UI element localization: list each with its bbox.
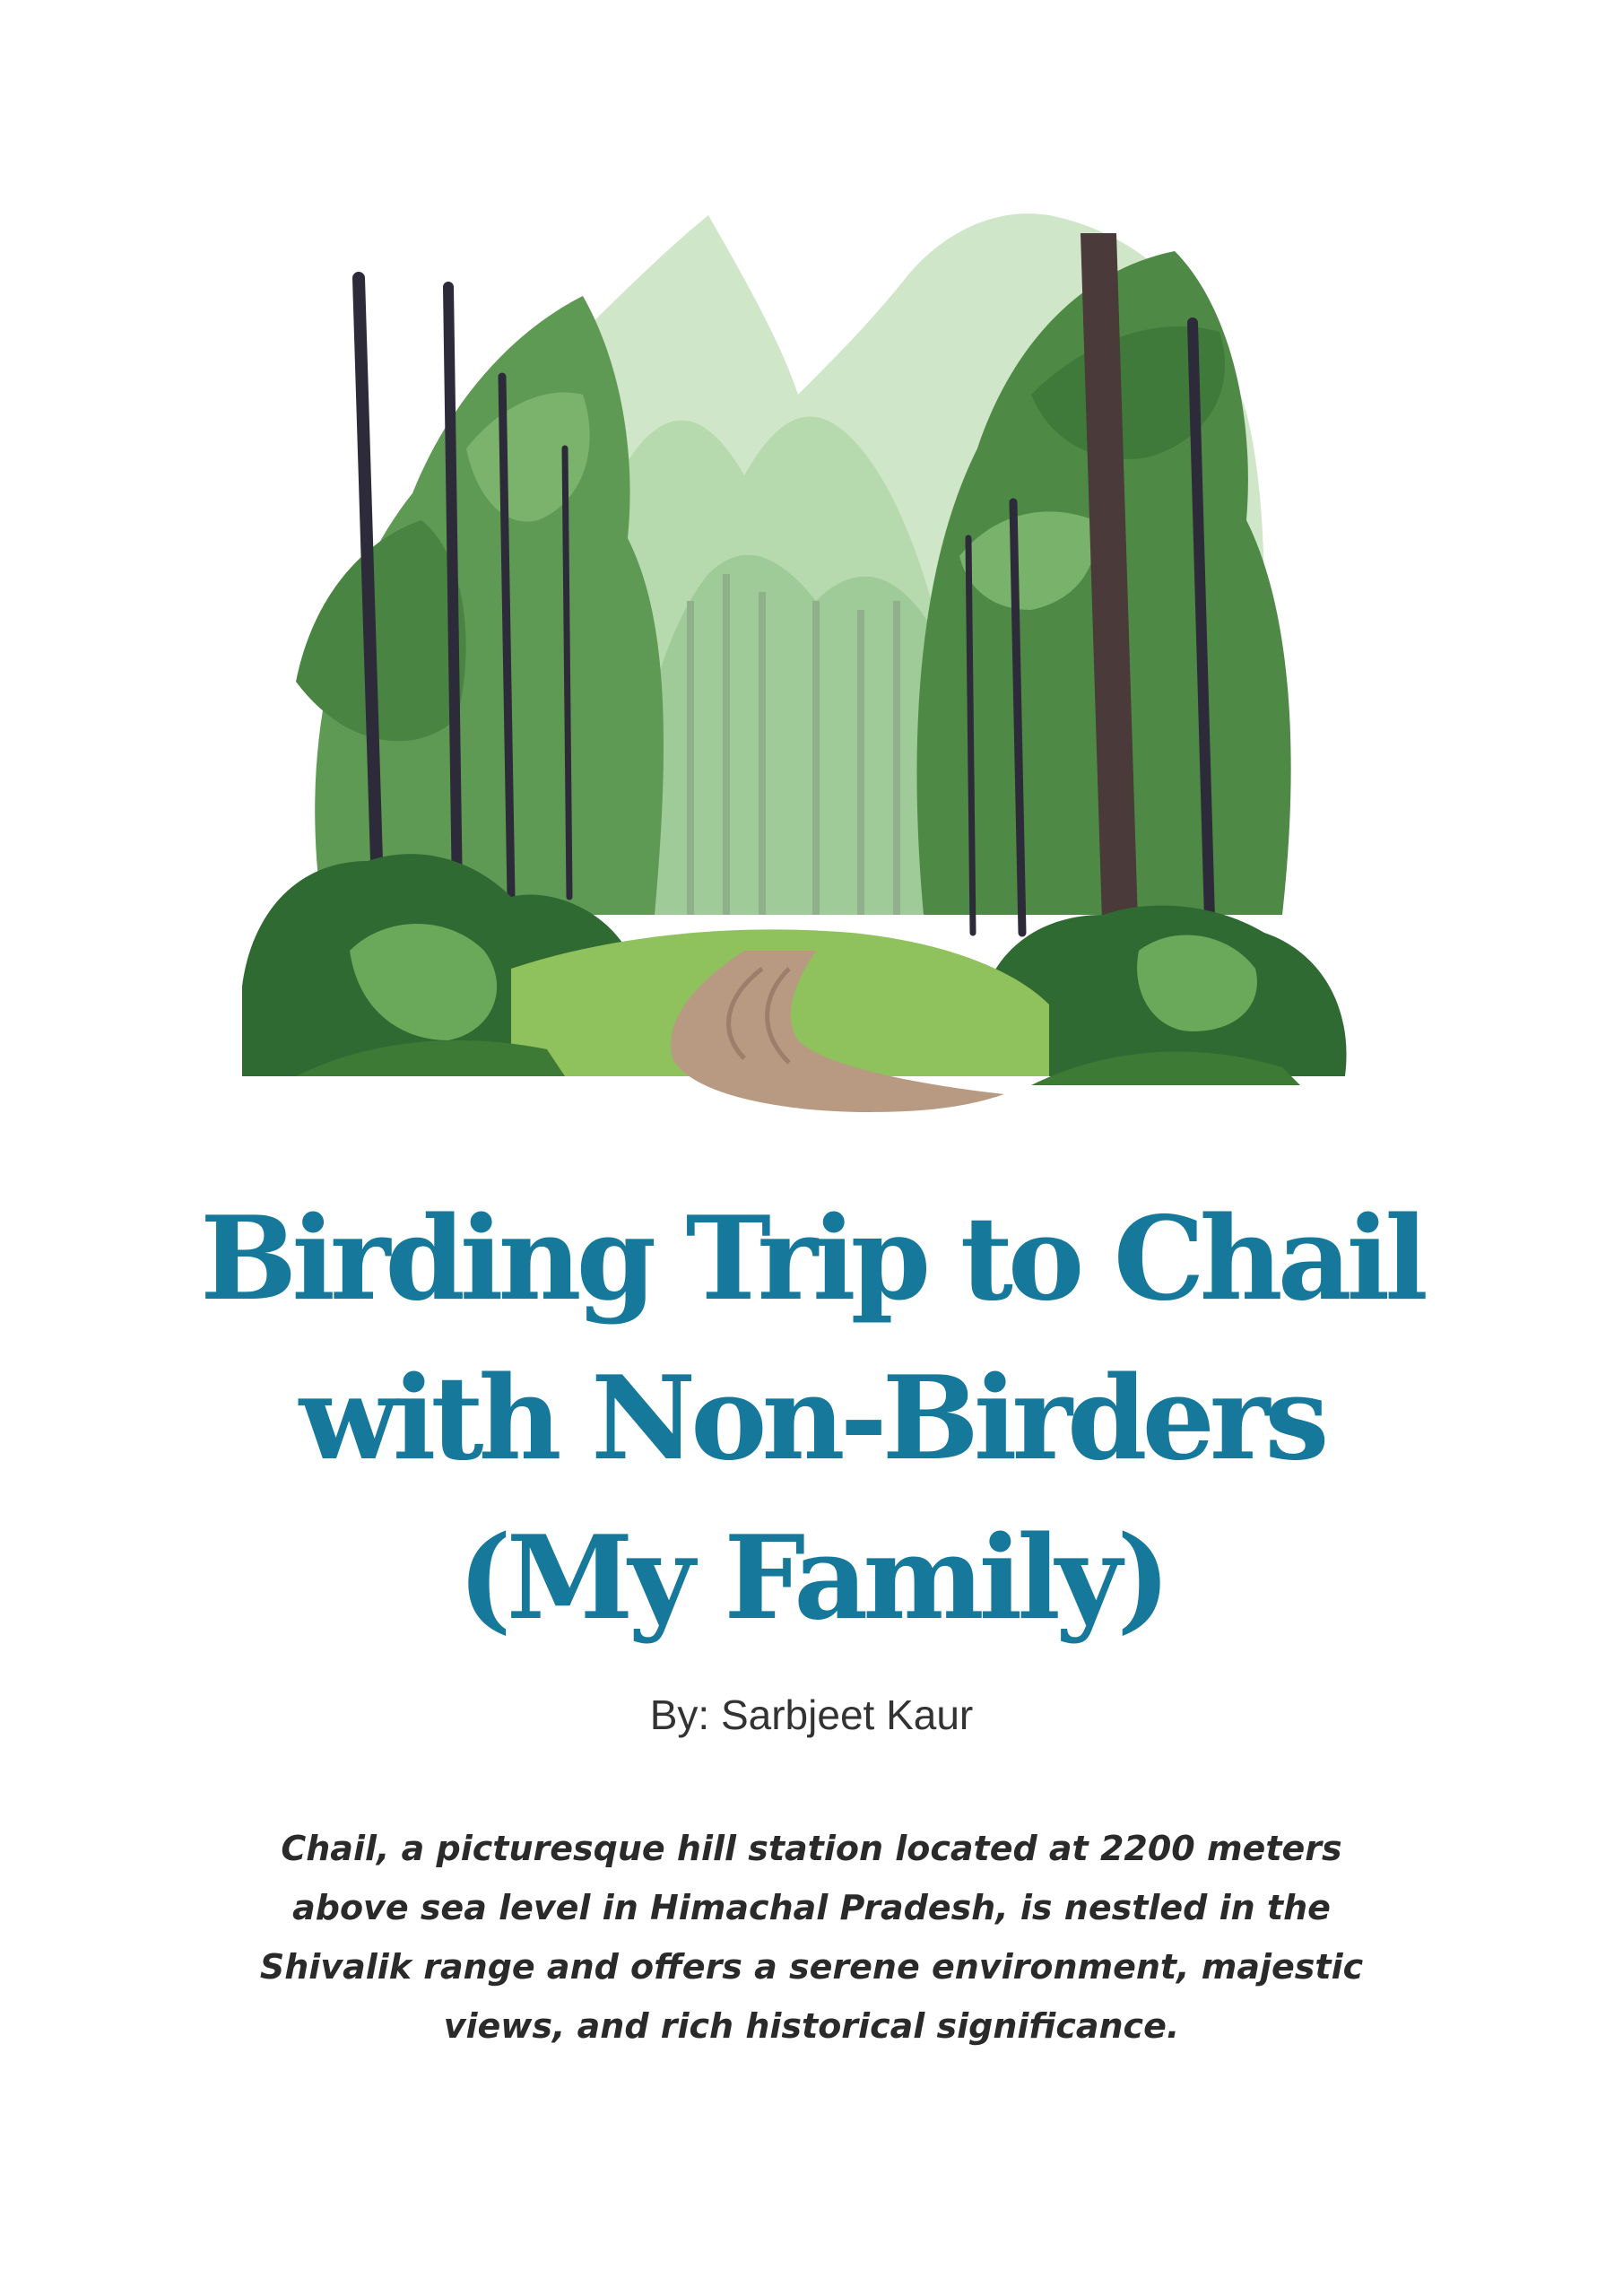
author-byline: By: Sarbjeet Kaur xyxy=(649,1692,974,1738)
title-line: with Non-Birders xyxy=(299,1352,1324,1486)
intro-line: Shivalik range and offers a serene environment, majestic xyxy=(259,1947,1364,1987)
intro-line: Chail, a picturesque hill station located at 2200 meters xyxy=(281,1829,1342,1868)
intro-line: views, and rich historical significance. xyxy=(443,2006,1180,2046)
title-line: (My Family) xyxy=(457,1511,1166,1646)
article-title xyxy=(135,1179,1488,1658)
forest-path-illustration xyxy=(242,179,1363,1130)
intro-line: above sea level in Himachal Pradesh, is nestled in the xyxy=(292,1888,1331,1927)
intro-paragraph xyxy=(242,1819,1381,2056)
title-line: Birding Trip to Chail xyxy=(200,1192,1423,1326)
